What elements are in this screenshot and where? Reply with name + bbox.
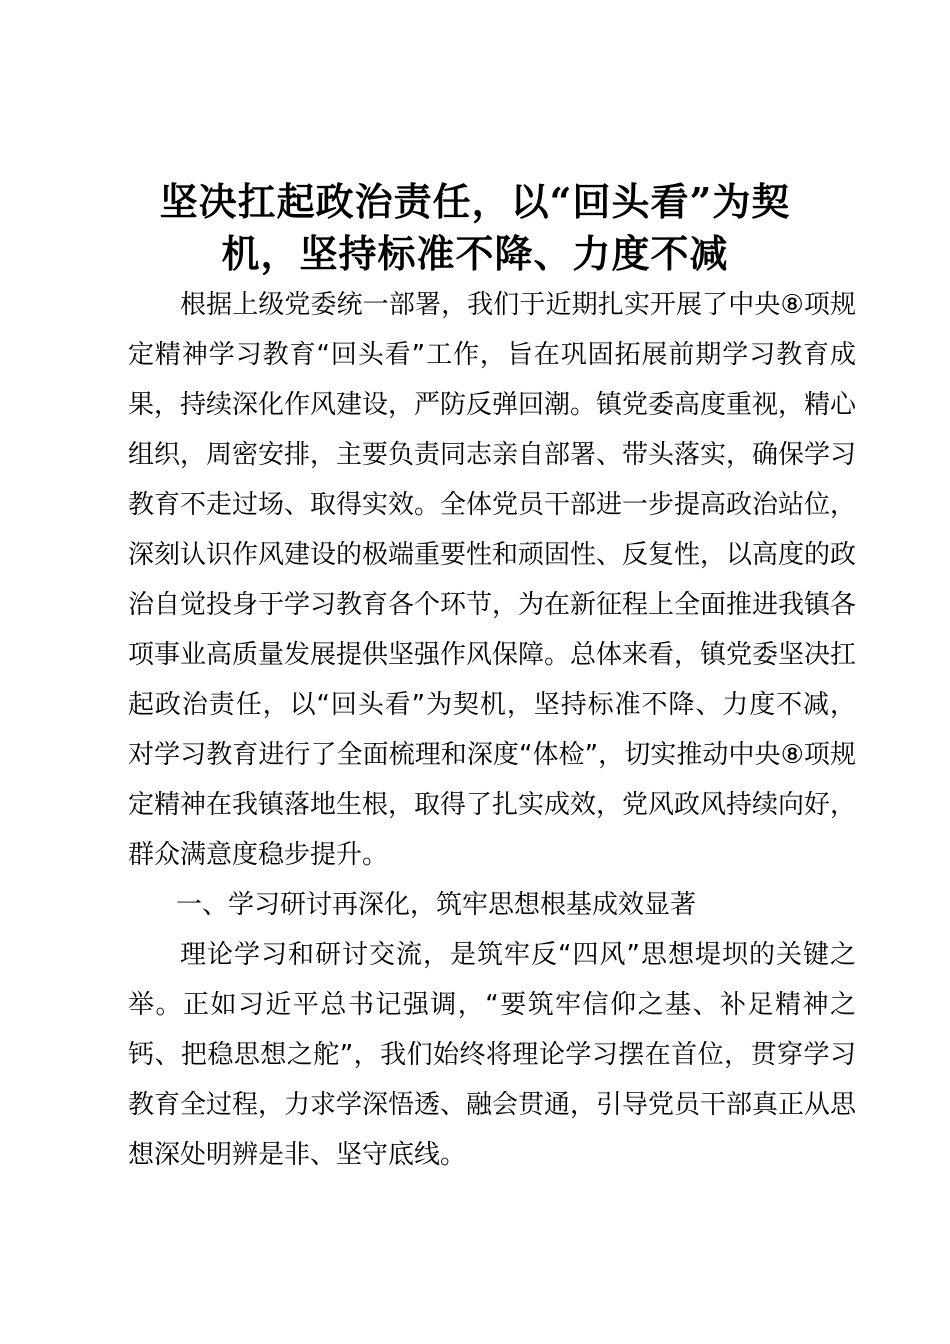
document-body	[128, 280, 856, 1180]
intro-paragraph: 根据上级党委统一部署，我们于近期扎实开展了中央⑧项规定精神学习教育“回头看”工作，旨在巩固拓展前期学习教育成果，持续深化作风建设，严防反弹回潮。镇党委高度重视，精心组织，周密安排，主要负责同志亲自部署、带头落实，确保学习教育不走过场、取得实效。全体党员干部进一步提高政治站位，深刻认识作风建设的极端重要性和顽固性、反复性，以高度的政治自觉投身于学习教育各个环节，为在新征程上全面推进我镇各项事业高质量发展提供坚强作风保障。总体来看，镇党委坚决扛起政治责任，以“回头看”为契机，坚持标准不降、力度不减，对学习教育进行了全面梳理和深度“体检”，切实推动中央⑧项规定精神在我镇落地生根，取得了扎实成效，党风政风持续向好，群众满意度稳步提升。	[128, 290, 857, 870]
document-title	[100, 176, 850, 280]
title-line-1: 坚决扛起政治责任，以“回头看”为契	[159, 179, 791, 224]
section-1-paragraph: 理论学习和研讨交流，是筑牢反“四风”思想堤坝的关键之举。正如习近平总书记强调，“要筑牢信仰之基、补足精神之钙、把稳思想之舵”，我们始终将理论学习摆在首位，贯穿学习教育全过程，力求学深悟透、融会贯通，引导党员干部真正从思想深处明辨是非、坚守底线。	[128, 940, 857, 1170]
title-line-2: 机，坚持标准不降、力度不减	[221, 231, 729, 276]
section-heading-1: 一、学习研讨再深化，筑牢思想根基成效显著	[176, 890, 697, 920]
